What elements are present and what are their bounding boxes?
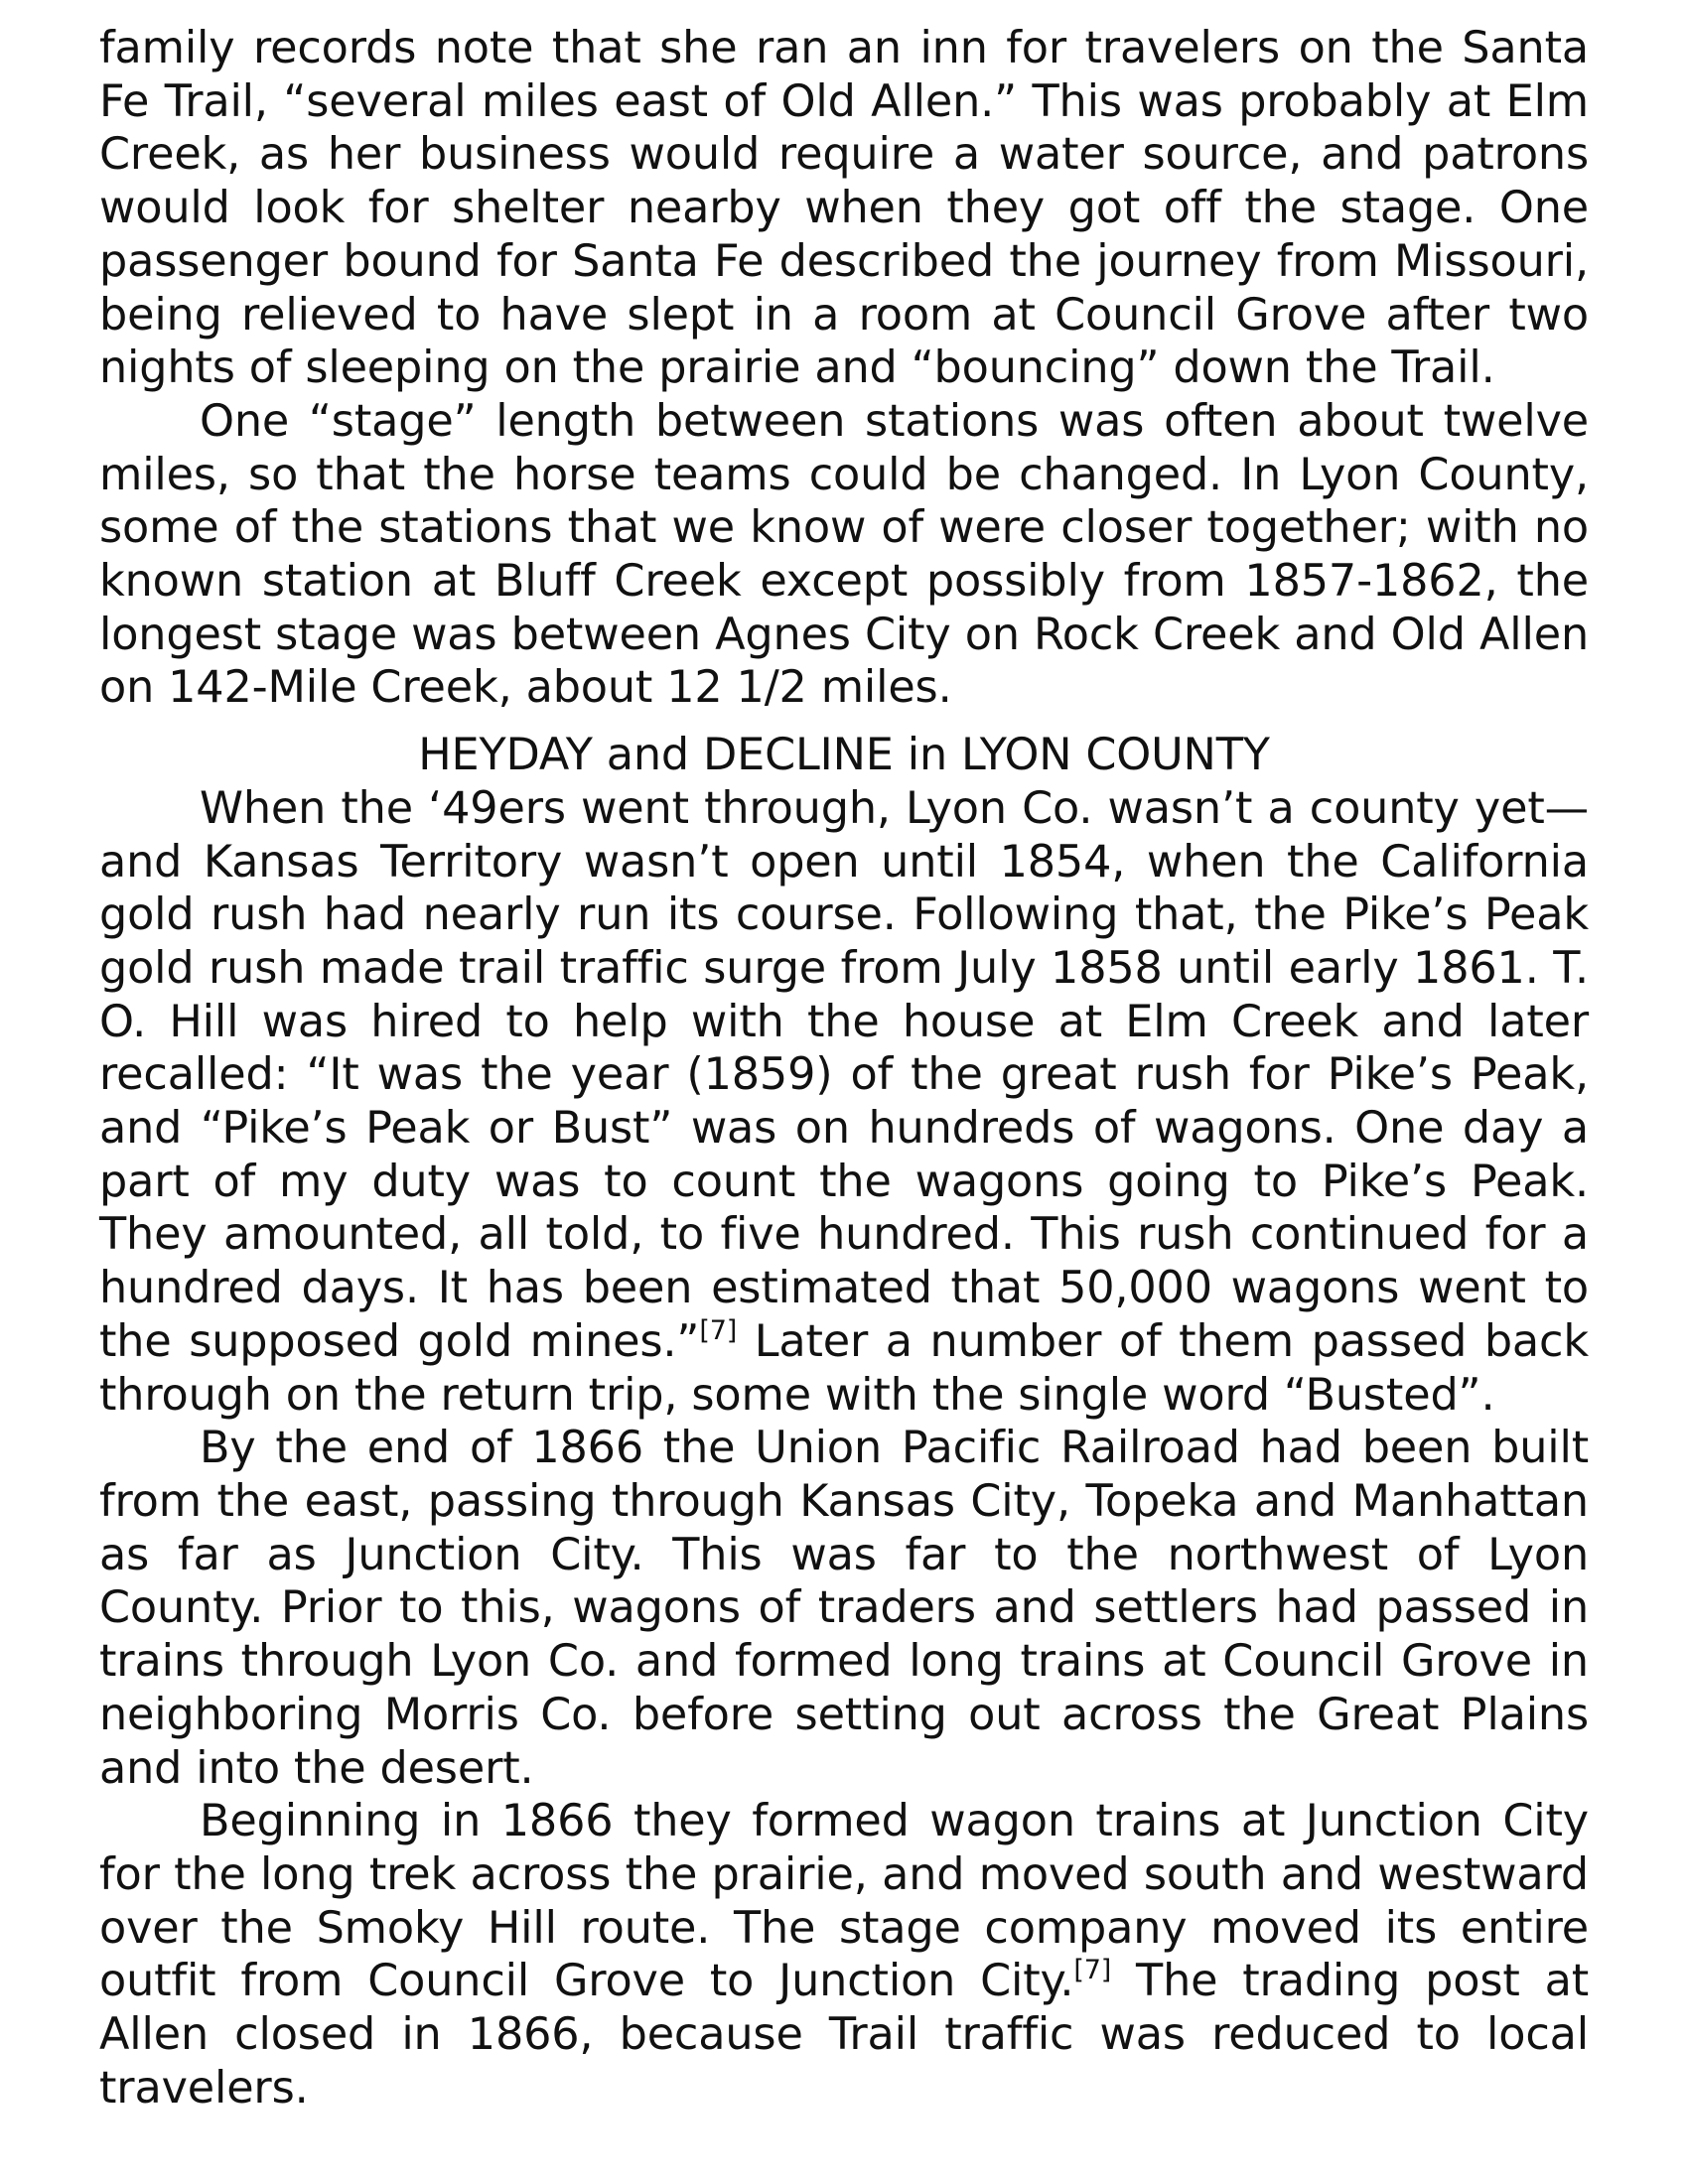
document-page [99,22,1589,2115]
paragraph [99,395,1589,715]
section-heading: HEYDAY and DECLINE in LYON COUNTY [418,730,1270,781]
citation-reference: [7] [1073,1955,1112,1986]
paragraph-text: Beginning in 1866 they formed wagon trains at Junction City for the long trek across the prairie, and moved south and westward over the Smoky Hill route. The stage company moved its entire outfit from Council Grove to Junction City. [99,1796,1589,2007]
paragraph [99,1422,1589,1795]
paragraph [99,22,1589,395]
paragraph-text: When the ‘49ers went through, Lyon Co. wasn’t a county yet—and Kansas Territory wasn’t open until 1854, when the California gold rush had nearly run its course. Following that, the Pike’s Peak gold rush made trail traffic surge from July 1858 until early 1861. T. O. Hill was hired to help with the house at Elm Creek and later recalled: “It was the year (1859) of the great rush for Pike’s Peak, and “Pike’s Peak or Bust” was on hundreds of wagons. One day a part of my duty was to count the wagons going to Pike’s Peak. They amounted, all told, to five hundred. This rush continued for a hundred days. It has been estimated that 50,000 wagons went to the supposed gold mines.” [99,782,1589,1367]
paragraph-text: Later a number of them passed back through on the return trip, some with the single word “Busted”. [99,1315,1589,1421]
paragraph [99,782,1589,1422]
paragraph-text: By the end of 1866 the Union Pacific Railroad had been built from the east, passing through Kansas City, Topeka and Manhattan as far as Junction City. This was far to the northwest of Lyon County. Prior to this, wagons of traders and settlers had passed in trains through Lyon Co. and formed long trains at Council Grove in neighboring Morris Co. before setting out across the Great Plains and into the desert. [99,1423,1589,1794]
paragraph [99,1795,1589,2115]
body-text-after-heading [99,782,1589,2116]
paragraph-text: The trading post at Allen closed in 1866, because Trail traffic was reduced to local travelers. [99,1956,1590,2114]
citation-reference: [7] [699,1314,738,1346]
paragraph-text: One “stage” length between stations was often about twelve miles, so that the horse teams could be changed. In Lyon County, some of the stations that we know of were closer together; with no known station at Bluff Creek except possibly from 1857-1862, the longest stage was between Agnes City on Rock Creek and Old Allen on 142-Mile Creek, about 12 1/2 miles. [99,395,1589,714]
body-text-before-heading [99,22,1589,715]
paragraph-text: family records note that she ran an inn for travelers on the Santa Fe Trail, “several miles east of Old Allen.” This was probably at Elm Creek, as her business would require a water source, and patrons would look for shelter nearby when they got off the stage. One passenger bound for Santa Fe described the journey from Missouri, being relieved to have slept in a room at Council Grove after two nights of sleeping on the prairie and “bouncing” down the Trail. [99,23,1589,394]
